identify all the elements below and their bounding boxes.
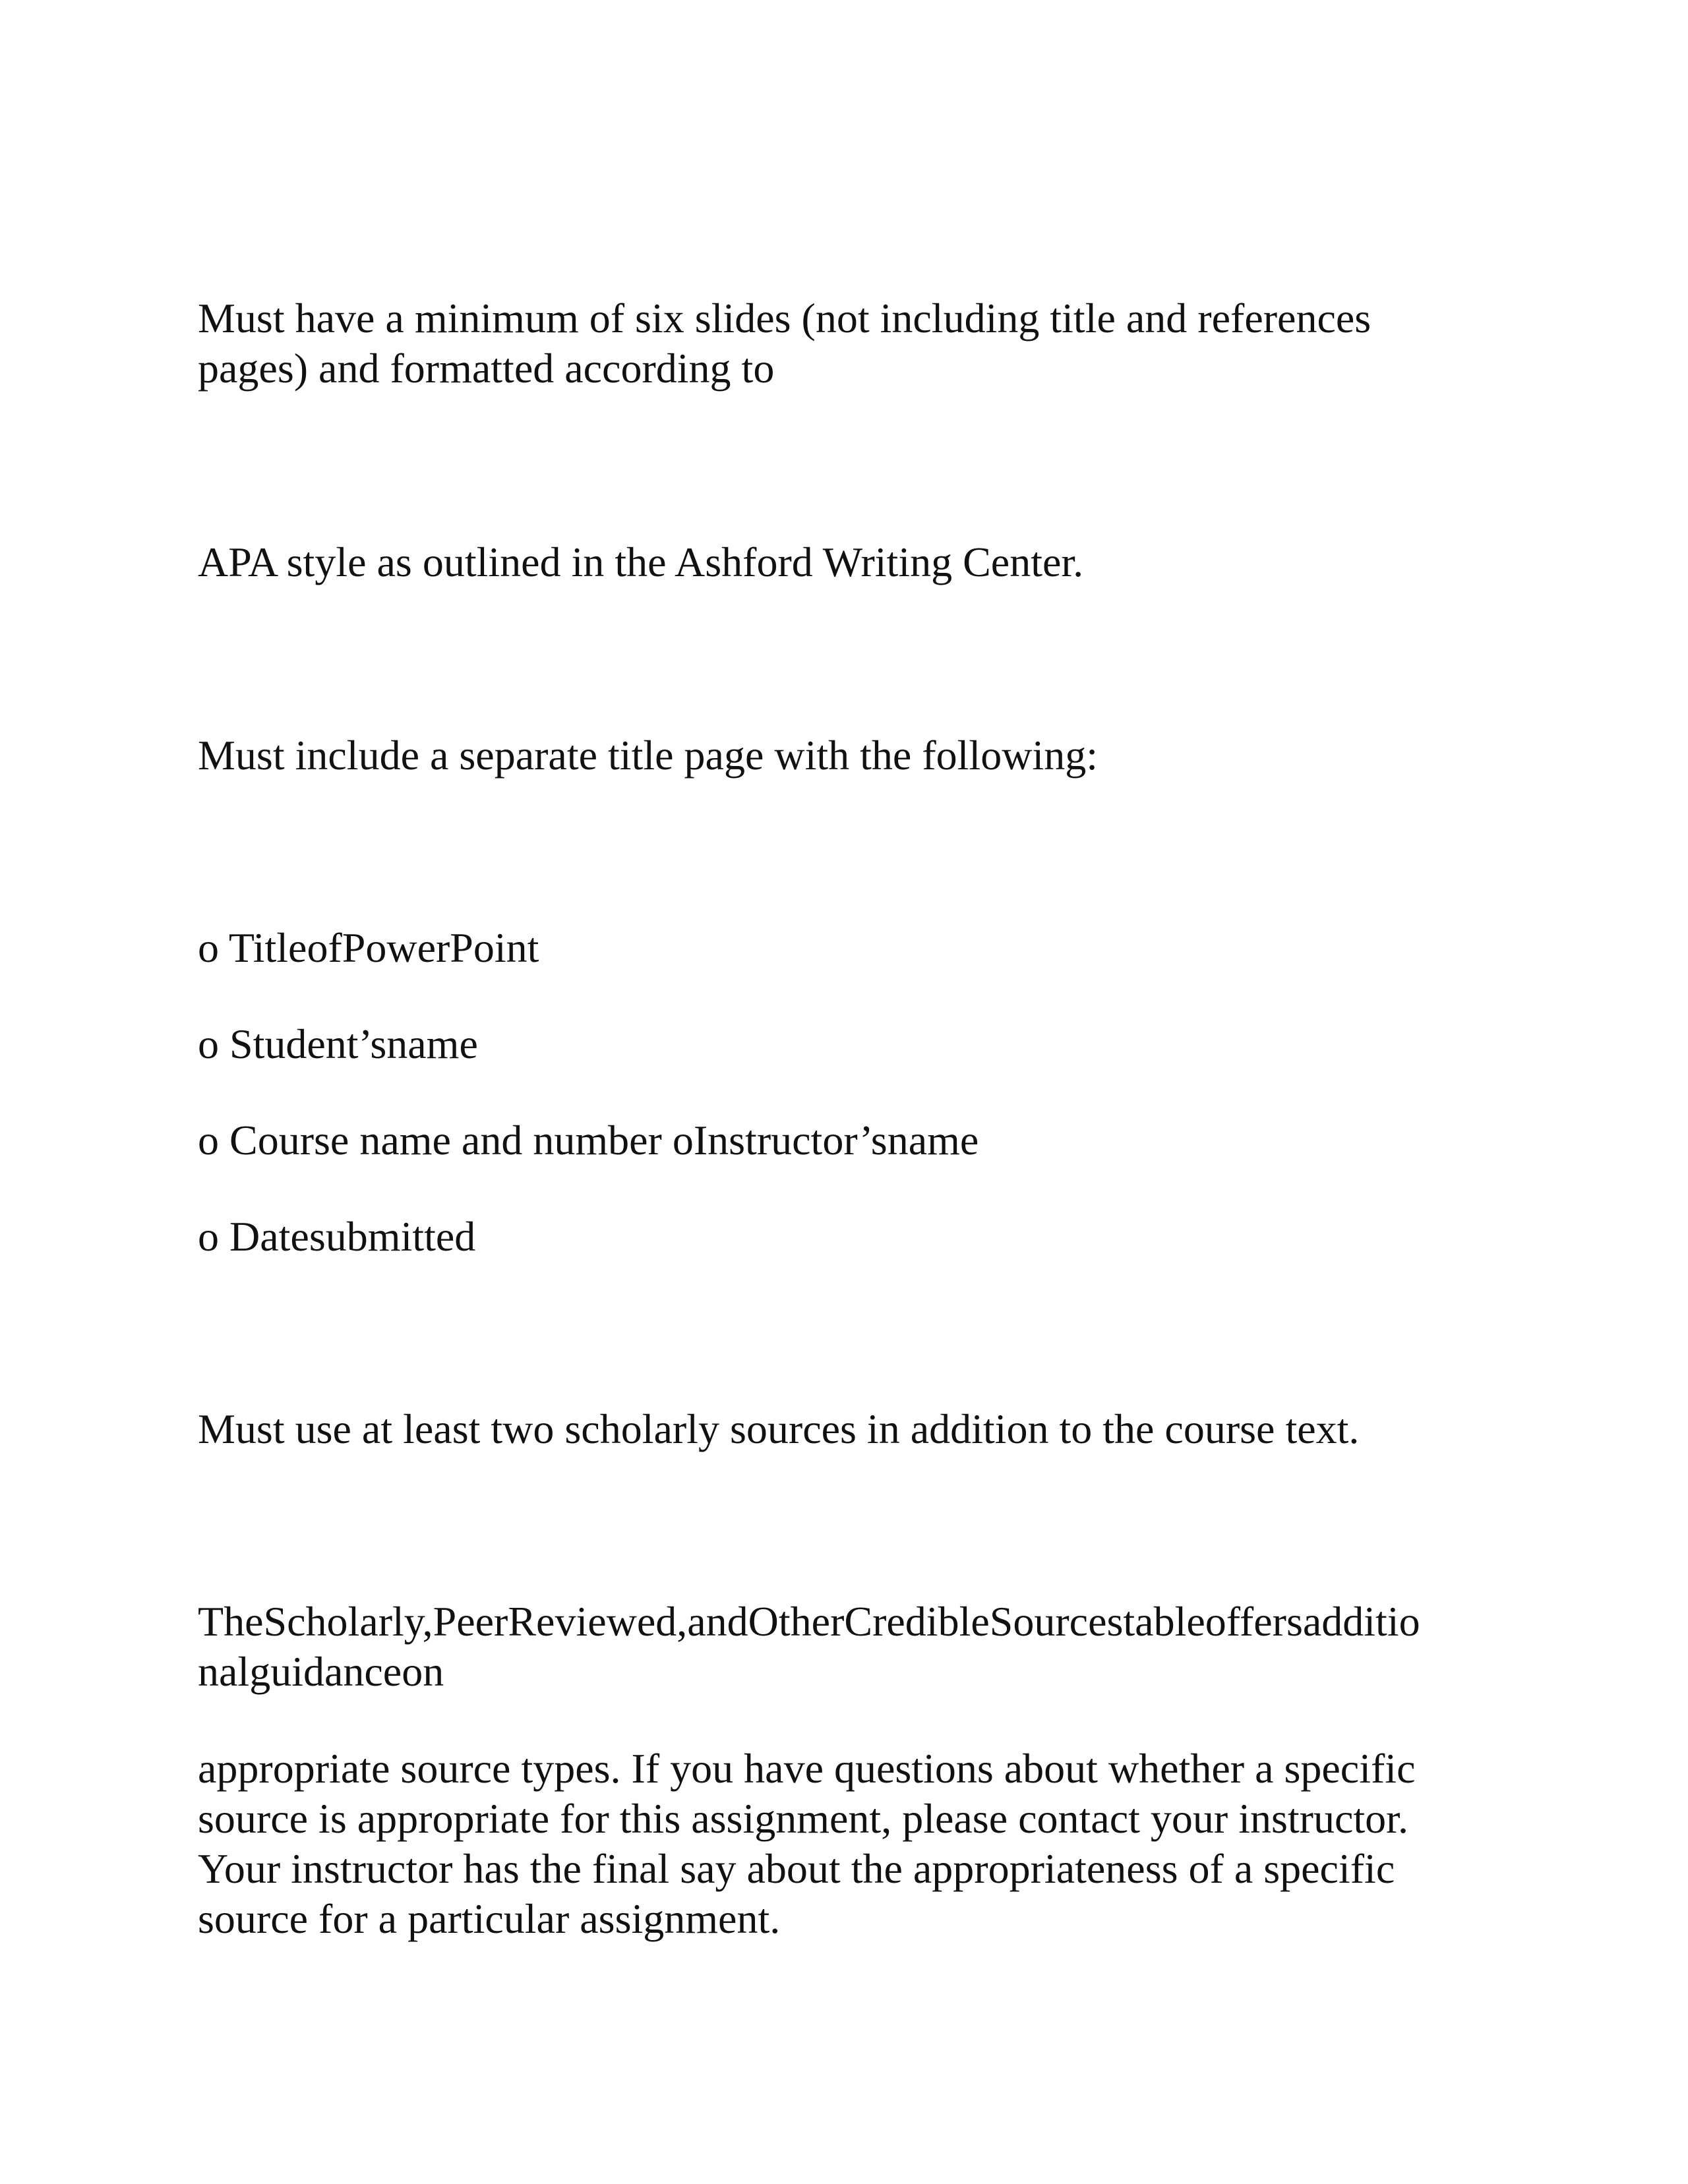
paragraph-sources-table: TheScholarly,PeerReviewed,andOtherCredibleSourcestableoffersadditio nalguidanceon	[198, 1598, 1420, 1695]
list-item-title: o TitleofPowerPoint	[198, 924, 539, 971]
paragraph-slide-requirements: Must have a minimum of six slides (not including title and references pages) and formatted according to	[198, 295, 1372, 392]
paragraph-appropriate-sources: appropriate source types. If you have questions about whether a specific source is appropriate for this assignment, please contact your instructor. Your instructor has the final say about the appropriateness of a specific source for a particular assignment.	[198, 1745, 1416, 1942]
list-item-date-submitted: o Datesubmitted	[198, 1213, 476, 1260]
list-item-course-instructor: o Course name and number oInstructor’sname	[198, 1117, 979, 1164]
paragraph-title-page: Must include a separate title page with the following:	[198, 732, 1098, 779]
paragraph-apa-style: APA style as outlined in the Ashford Writing Center.	[198, 539, 1084, 585]
paragraph-scholarly-sources: Must use at least two scholarly sources in addition to the course text.	[198, 1405, 1360, 1452]
list-item-student-name: o Student’sname	[198, 1020, 478, 1067]
